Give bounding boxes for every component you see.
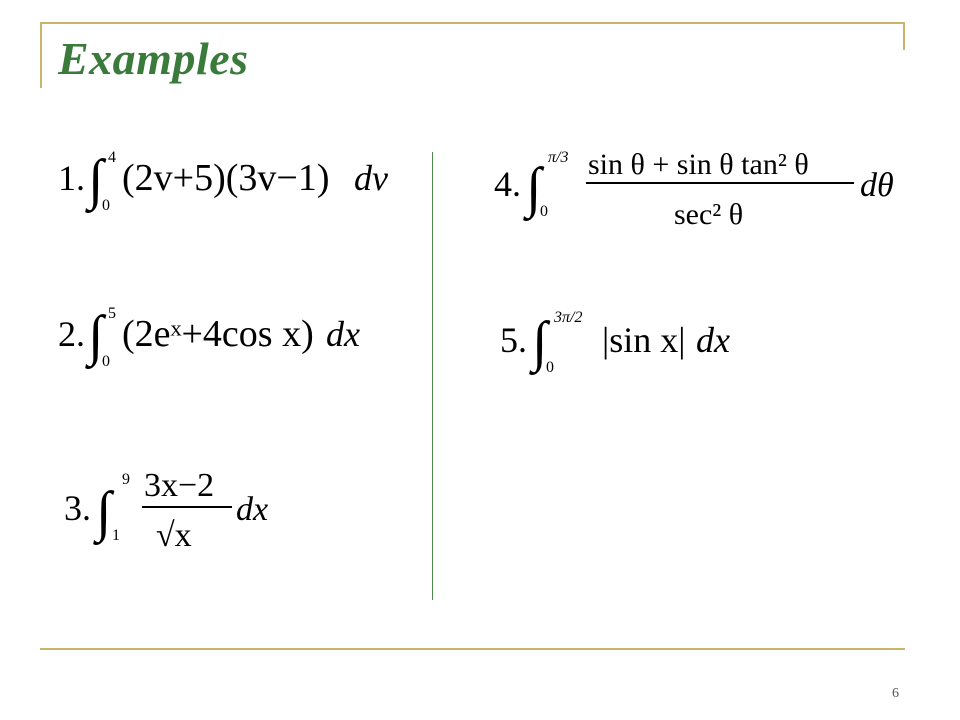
example-5-integrand: |sin x|	[602, 320, 686, 360]
example-3-number: 3.	[64, 488, 91, 528]
example-5-upper-limit: 3π/2	[554, 309, 583, 326]
example-2-upper-limit: 5	[108, 305, 116, 322]
example-2-lower-limit: 0	[102, 353, 110, 370]
integral-sign-icon: ∫	[96, 481, 112, 543]
example-4-lower-limit: 0	[540, 203, 548, 220]
frame-left-line	[40, 22, 42, 88]
frame-bottom-line	[40, 648, 905, 650]
slide-page-number: 6	[892, 686, 899, 701]
example-5-number: 5.	[500, 320, 527, 360]
example-3-differential: dx	[236, 491, 269, 528]
example-1-upper-limit: 4	[108, 149, 116, 166]
example-3-numerator: 3x−2	[144, 467, 215, 504]
example-1-integrand: (2v+5)(3v−1)	[122, 157, 330, 199]
example-3-denominator: √x	[156, 517, 192, 554]
example-3-upper-limit: 9	[122, 471, 130, 488]
integral-sign-icon: ∫	[88, 305, 104, 367]
example-1-number: 1.	[58, 158, 85, 198]
fraction-bar	[586, 182, 854, 184]
slide-title: Examples	[58, 33, 249, 84]
example-1-lower-limit: 0	[102, 197, 110, 214]
example-5	[500, 300, 760, 380]
example-2-integrand: (2eˣ+4cos x)	[122, 313, 314, 355]
example-5-lower-limit: 0	[546, 359, 554, 376]
example-2-differential: dx	[326, 314, 360, 354]
example-4-numerator: sin θ + sin θ tan² θ	[588, 148, 809, 181]
example-3	[64, 462, 304, 572]
example-4-upper-limit: π/3	[548, 149, 569, 166]
example-5-differential: dx	[696, 320, 730, 360]
column-divider	[432, 152, 433, 600]
integral-sign-icon: ∫	[88, 149, 104, 211]
fraction-bar	[142, 506, 232, 508]
example-4-denominator: sec² θ	[674, 198, 744, 231]
frame-right-line	[903, 22, 905, 50]
integral-sign-icon: ∫	[532, 311, 548, 373]
example-4	[494, 140, 904, 240]
example-3-lower-limit: 1	[112, 527, 120, 544]
example-2-number: 2.	[58, 314, 85, 354]
frame-top-line	[40, 22, 905, 24]
example-1	[58, 140, 418, 220]
example-4-number: 4.	[494, 164, 521, 204]
example-4-differential: dθ	[860, 167, 894, 204]
example-1-differential: dv	[354, 158, 388, 198]
integral-sign-icon: ∫	[526, 157, 542, 219]
example-2	[58, 294, 398, 374]
